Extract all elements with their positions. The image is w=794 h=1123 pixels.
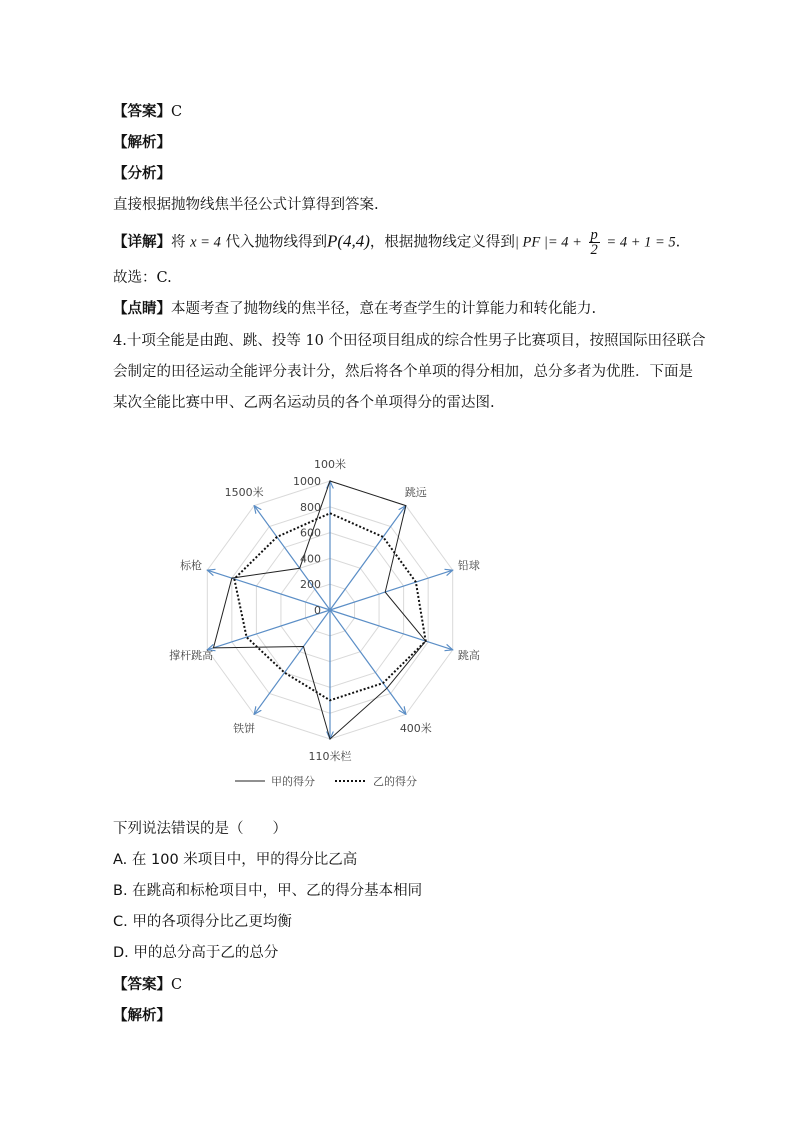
answer-tag: 【答案】 — [113, 103, 171, 120]
legend-label-2: 乙的得分 — [373, 775, 417, 788]
tick-label: 800 — [300, 500, 321, 514]
q3-detail-line — [113, 228, 680, 257]
answer-value: C — [171, 977, 183, 993]
radar-chart — [160, 450, 500, 800]
q4-question: 下列说法错误的是（ ） — [113, 821, 287, 837]
category-label: 跳远 — [404, 485, 427, 499]
answer-value: C — [171, 104, 183, 120]
tick-label: 400 — [300, 552, 321, 566]
detail-tag: 【详解】 — [113, 233, 171, 251]
category-label: 标枪 — [180, 558, 203, 572]
axis-spoke — [207, 610, 330, 650]
detail-text-3: ，根据抛物线定义得到 — [369, 234, 515, 251]
category-label: 铅球 — [457, 558, 480, 572]
fraction-denominator: 2 — [590, 242, 598, 258]
comment-tag: 【点睛】 — [113, 300, 171, 317]
axis-spoke — [330, 610, 406, 714]
q4-option-b: B. 在跳高和标枪项目中，甲、乙的得分基本相同 — [113, 883, 423, 899]
category-label: 400米 — [399, 722, 432, 736]
tick-label: 1000 — [293, 475, 321, 488]
q3-comment-line — [113, 299, 596, 319]
detail-text-2: 代入抛物线得到 — [225, 234, 327, 251]
tick-label: 0 — [314, 604, 321, 617]
detail-equation-2a: | PF |= 4 + — [514, 234, 582, 251]
q4-stem-line-3: 某次全能比赛中甲、乙两名运动员的各个单项得分的雷达图. — [113, 395, 495, 411]
q3-choose: 故选：C. — [113, 270, 172, 286]
q3-analysis-tag: 【解析】 — [113, 134, 171, 151]
q3-answer-line — [113, 102, 182, 122]
axis-spoke — [330, 610, 453, 650]
legend-label-1: 甲的得分 — [271, 775, 315, 788]
q4-stem-line-1: 4.十项全能是由跑、跳、投等 10 个田径项目组成的综合性男子比赛项目，按照国际田径联合 — [113, 333, 706, 349]
comment-text: 本题考查了抛物线的焦半径，意在考查学生的计算能力和转化能力. — [171, 301, 597, 317]
detail-point: P(4,4) — [326, 231, 370, 251]
tick-label: 600 — [300, 526, 321, 540]
q4-option-a: A. 在 100 米项目中，甲的得分比乙高 — [113, 852, 358, 868]
q4-stem-line-2: 会制定的田径运动全能评分表计分，然后将各个单项的得分相加，总分多者为优胜．下面是 — [113, 364, 693, 380]
axis-spoke — [330, 570, 453, 610]
category-label: 铁饼 — [233, 722, 256, 736]
q4-option-d: D. 甲的总分高于乙的总分 — [113, 945, 279, 961]
detail-end: . — [675, 234, 681, 251]
q4-analysis-tag: 【解析】 — [113, 1007, 171, 1024]
category-label: 跳高 — [457, 649, 480, 663]
category-label: 100米 — [314, 458, 346, 471]
detail-equation-2b: = 4 + 1 = 5 — [606, 234, 676, 251]
q3-fenxi-text: 直接根据抛物线焦半径公式计算得到答案. — [113, 197, 379, 213]
q4-option-c: C. 甲的各项得分比乙更均衡 — [113, 914, 292, 930]
axis-spoke — [330, 506, 406, 610]
q3-fenxi-tag: 【分析】 — [113, 165, 171, 182]
category-label: 1500米 — [224, 485, 264, 499]
category-label: 撑杆跳高 — [169, 649, 214, 663]
detail-text-1: 将 — [171, 234, 186, 251]
detail-fraction — [589, 228, 600, 257]
tick-label: 200 — [300, 578, 321, 592]
fraction-numerator: p — [590, 227, 598, 243]
answer-tag: 【答案】 — [113, 976, 171, 993]
category-label: 110米栏 — [308, 750, 352, 763]
detail-equation-1: x = 4 — [190, 234, 221, 251]
q4-answer-line — [113, 975, 182, 995]
